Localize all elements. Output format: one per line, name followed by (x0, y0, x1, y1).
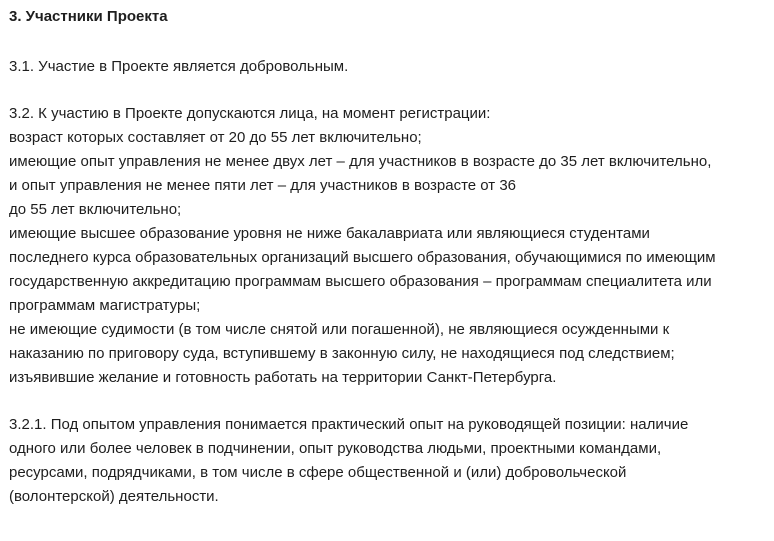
paragraph-line: изъявившие желание и готовность работать на территории Санкт-Петербурга. (9, 369, 557, 386)
paragraph-3-2-1 (9, 413, 771, 509)
paragraph-line: возраст которых составляет от 20 до 55 лет включительно; (9, 129, 422, 146)
paragraph-line: и опыт управления не менее пяти лет – для участников в возрасте от 36 (9, 177, 517, 194)
paragraph-line: наказанию по приговору суда, вступившему в законную силу, не находящиеся под следствием; (9, 345, 675, 362)
paragraph-line: имеющие высшее образование уровня не ниже бакалавриата или являющиеся студентами (9, 225, 650, 242)
paragraph-line: программам магистратуры; (9, 297, 201, 314)
paragraph-line: последнего курса образовательных организаций высшего образования, обучающимися по имеющим (9, 249, 716, 266)
paragraph-3-1 (9, 55, 771, 79)
paragraph-line: не имеющие судимости (в том числе снятой или погашенной), не являющиеся осужденными к (9, 321, 670, 338)
paragraph-line: ресурсами, подрядчиками, в том числе в сфере общественной и (или) добровольческой (9, 464, 627, 481)
paragraph-line: (волонтерской) деятельности. (9, 488, 219, 505)
paragraph-line: имеющие опыт управления не менее двух лет – для участников в возрасте до 35 лет включительно, (9, 153, 712, 170)
document-body (9, 7, 771, 509)
paragraph-line: 3.2. К участию в Проекте допускаются лица, на момент регистрации: (9, 105, 491, 122)
paragraph-line: государственную аккредитацию программам высшего образования – программам специалитета или (9, 273, 712, 290)
paragraph-3-2 (9, 102, 771, 390)
paragraph-line: до 55 лет включительно; (9, 201, 182, 218)
paragraph-line: 3.1. Участие в Проекте является добровольным. (9, 58, 349, 75)
section-heading: 3. Участники Проекта (9, 8, 168, 25)
paragraph-line: одного или более человек в подчинении, опыт руководства людьми, проектными командами, (9, 440, 662, 457)
paragraph-line: 3.2.1. Под опытом управления понимается практический опыт на руководящей позиции: наличие (9, 416, 689, 433)
